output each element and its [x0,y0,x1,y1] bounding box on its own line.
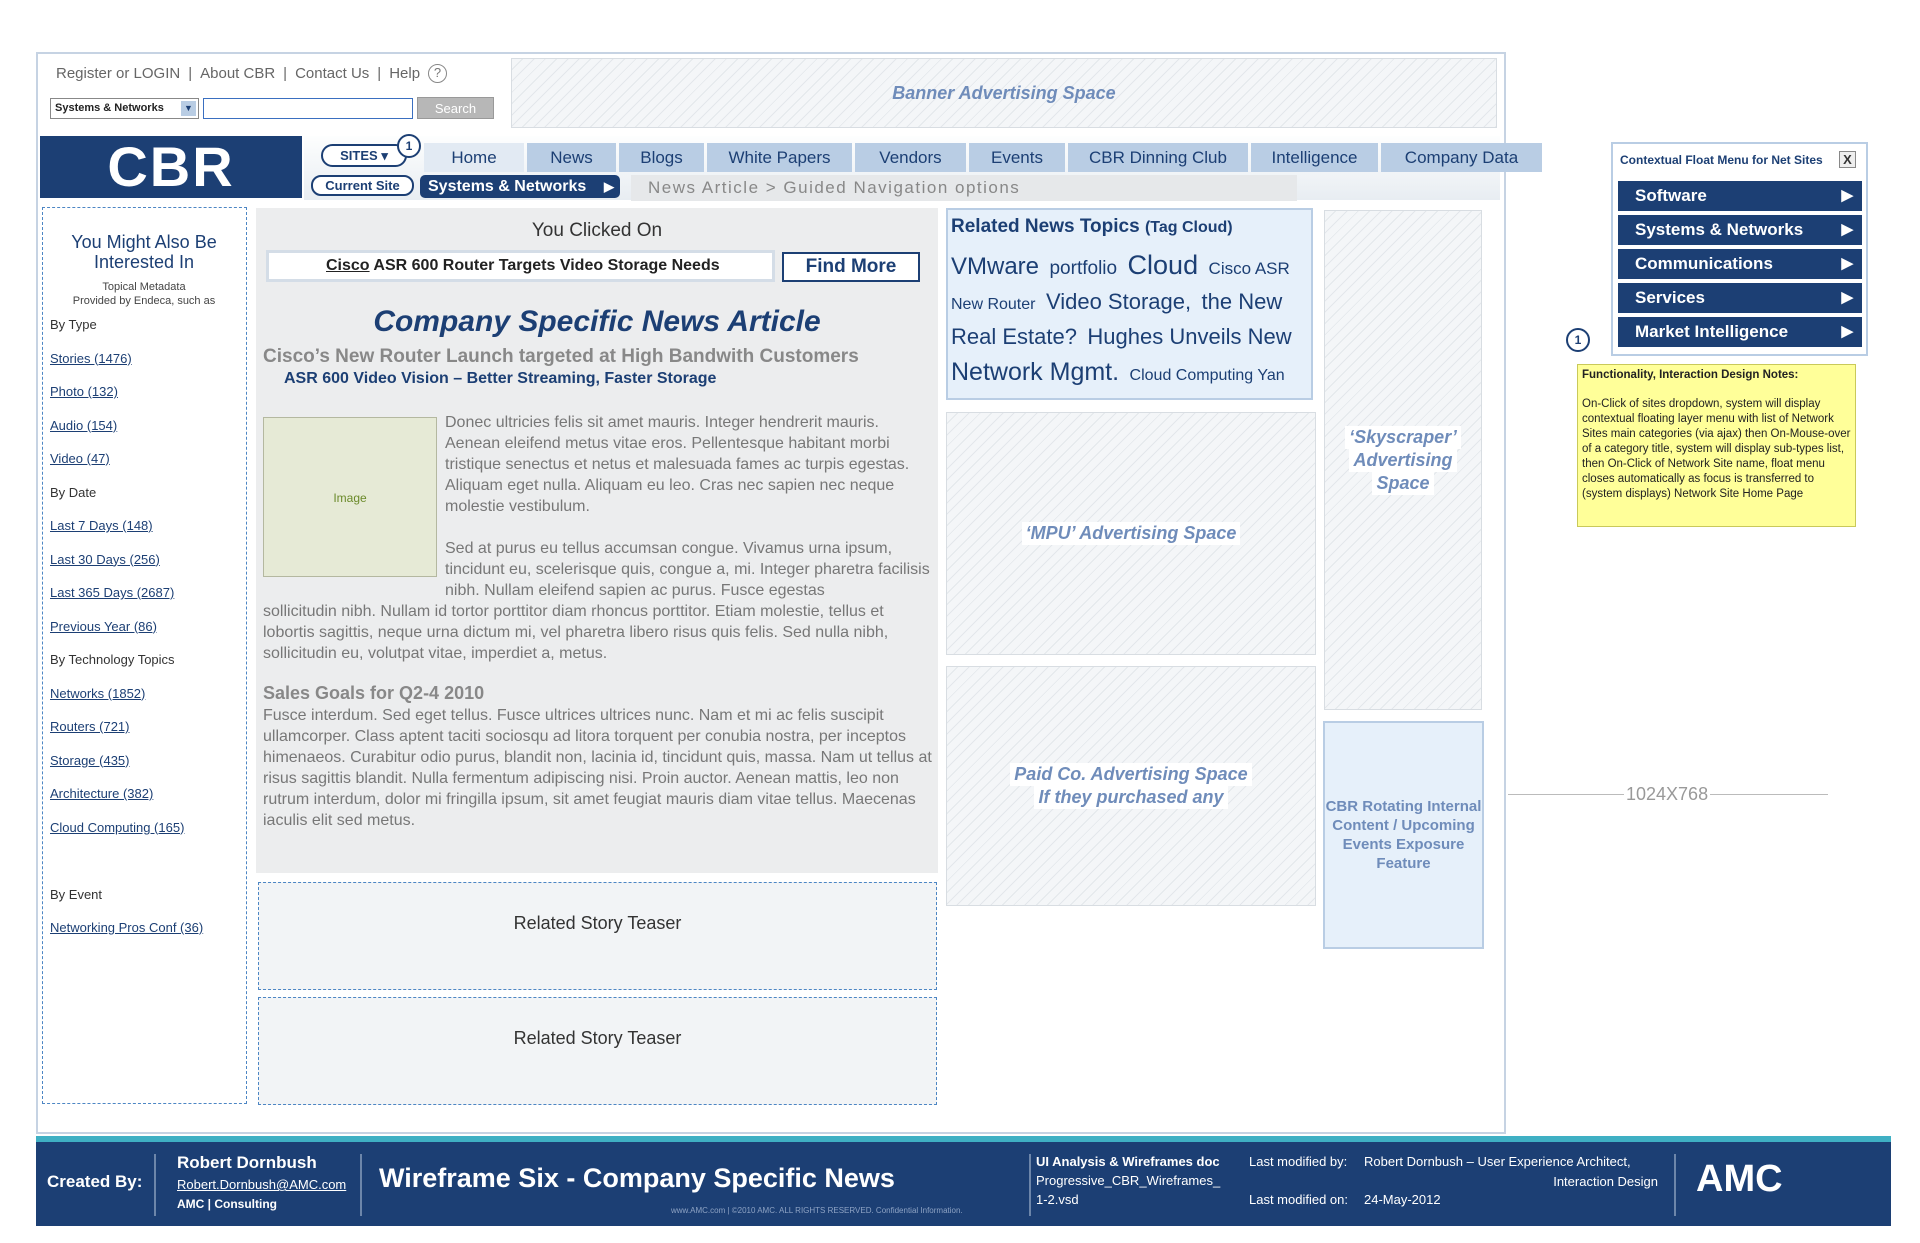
tab-company-data[interactable]: Company Data [1381,143,1542,172]
paid-ad [946,666,1316,906]
divider [1674,1154,1676,1216]
modified-by-value: Robert Dornbush – User Experience Architect, [1364,1154,1631,1169]
design-notes [1577,364,1856,527]
amc-logo: AMC [1696,1158,1783,1200]
article-heading: Company Specific News Article [373,305,821,338]
separator: | [377,65,382,82]
modified-by-label: Last modified by: [1249,1154,1348,1169]
skyscraper-label: ‘Skyscraper’ [1345,426,1461,449]
help-link[interactable]: Help [389,65,421,82]
doc-title: UI Analysis & Wireframes doc [1036,1154,1220,1169]
current-site-button[interactable]: Current Site [311,175,414,196]
arrow-right-icon: ▶ [1841,323,1853,340]
clicked-story-title: ASR 600 Router Targets Video Storage Needs [369,257,720,274]
caret-down-icon: ▾ [381,148,388,163]
float-menu-item-label: Market Intelligence [1635,322,1789,341]
tag-link[interactable]: Cisco ASR [1208,259,1290,278]
sidebar-filter-link[interactable]: Last 30 Days (256) [50,551,160,567]
modified-on-value: 24-May-2012 [1364,1192,1441,1207]
doc-file: 1-2.vsd [1036,1192,1079,1207]
tag-link[interactable]: Network Mgmt. [951,358,1120,386]
modified-on-label: Last modified on: [1249,1192,1349,1207]
paid-ad-label: If they purchased any [1034,786,1227,809]
related-story-teaser[interactable]: Related Story Teaser [258,997,937,1105]
search-input[interactable] [203,98,413,119]
author-email[interactable]: Robert.Dornbush@AMC.com [177,1177,347,1192]
tab-home[interactable]: Home [424,143,524,172]
sidebar-title: You Might Also Be Interested In [71,232,217,272]
sidebar-group-label: By Type [50,317,97,332]
tab-dinning-club[interactable]: CBR Dinning Club [1068,143,1248,172]
sidebar-filter-link[interactable]: Stories (1476) [50,350,132,366]
contact-link[interactable]: Contact Us [295,65,370,82]
section-title: Sales Goals for Q2-4 2010 [263,683,485,703]
float-menu [1611,142,1868,356]
tag-link[interactable]: New Router [951,296,1036,313]
cbr-logo[interactable]: CBR [40,136,302,198]
search-button[interactable]: Search [417,97,494,119]
article-paragraph: Fusce interdum. Sed eget tellus. Fusce ultrices ultrices nunc. Nam et mi ac felis suscipit ullamcorper. Class aptent taciti sociosqu ad litora torquent per conubia nostra, per inceptos himenaeos. Curabitur odio purus, blandit non, lacinia id, tincidunt quis, massa. Nam ut tellus at risus sagittis blandit. Nulla fermentum adipiscing nisi. Proin auctor. Aenean mattis, leo non rutrum interdum, dolor mi fringilla ipsum, sit amet feugiat mauris diam vitae tellus. Maecenas iaculis elit sed metus. [263,707,932,829]
tab-events[interactable]: Events [969,143,1065,172]
created-by-label: Created By: [47,1172,143,1191]
float-menu-item-label: Services [1635,288,1705,307]
site-select-value: Systems & Networks [55,102,164,114]
separator: | [283,65,288,82]
annotation-badge: 1 [397,134,421,158]
skyscraper-ad [1324,210,1482,710]
arrow-right-icon: ▶ [1841,187,1853,204]
related-story-teaser[interactable]: Related Story Teaser [258,882,937,990]
float-menu-title: Contextual Float Menu for Net Sites [1620,153,1823,167]
meta-line: Provided by Endeca, such as [72,295,216,307]
tag-link[interactable]: Real Estate? [951,324,1077,349]
meta-line: Topical Metadata [102,281,186,293]
current-site-label: Systems & Networks [428,178,587,195]
float-menu-item[interactable] [1618,181,1862,211]
register-login-link[interactable]: Register or LOGIN [56,65,181,82]
close-icon[interactable]: X [1839,151,1856,168]
tag-link[interactable]: portfolio [1049,258,1118,279]
sidebar-filter-link[interactable]: Video (47) [50,451,110,466]
tag-link[interactable]: Cloud Computing Yan [1129,367,1285,384]
banner-ad [511,58,1497,128]
float-menu-item[interactable] [1618,215,1862,245]
tag-cloud-title-text: Related News Topics [951,216,1140,237]
rotating-content[interactable]: CBR Rotating Internal Content / Upcoming Events Exposure Feature [1323,721,1484,949]
tag-cloud [946,208,1313,400]
float-menu-item[interactable] [1618,249,1862,279]
tab-vendors[interactable]: Vendors [855,143,966,172]
current-site-value[interactable] [420,175,620,198]
sidebar-filter-link[interactable]: Networks (1852) [50,685,146,701]
mpu-ad-label: ‘MPU’ Advertising Space [1022,522,1241,545]
fineprint: www.AMC.com | ©2010 AMC. ALL RIGHTS RESERVED. Confidential Information. [671,1206,963,1215]
related-metadata-sidebar [42,207,247,1104]
top-links [56,64,447,83]
tag-link[interactable]: Video Storage, [1045,289,1192,314]
sidebar-filter-link[interactable]: Last 7 Days (148) [50,518,153,533]
author-company: AMC | Consulting [177,1197,278,1211]
tag-link[interactable]: the New [1201,289,1283,314]
paid-ad-label: Paid Co. Advertising Space [1010,763,1251,786]
about-link[interactable]: About CBR [200,65,276,82]
sidebar-filter-link[interactable]: Last 365 Days (2687) [50,585,175,600]
author-name: Robert Dornbush [177,1153,317,1172]
skyscraper-label: Space [1372,472,1433,495]
breadcrumb: News Article > Guided Navigation options [631,175,1297,201]
doc-file: Progressive_CBR_Wireframes_ [1036,1173,1221,1188]
clicked-company-link[interactable]: Cisco [326,257,370,274]
notes-title: Functionality, Interaction Design Notes: [1582,369,1799,381]
sites-button-label: SITES [340,148,378,163]
find-more-button[interactable]: Find More [782,252,920,282]
sidebar-filter-link[interactable]: Architecture (382) [50,786,154,801]
sidebar-filter-link[interactable]: Previous Year (86) [50,618,157,634]
sidebar-meta [50,280,246,308]
main-tabs [424,143,1542,172]
divider [1029,1154,1031,1216]
tag-link[interactable]: Cloud [1127,250,1199,280]
arrow-right-icon: ▶ [1841,221,1853,238]
divider [154,1154,156,1216]
arrow-right-icon: ▶ [1841,289,1853,306]
float-menu-item-label: Systems & Networks [1635,220,1804,239]
separator: | [188,65,193,82]
divider [360,1154,362,1216]
skyscraper-label: Advertising [1349,449,1456,472]
sidebar-group-label: By Technology Topics [50,652,175,667]
float-menu-item[interactable] [1618,317,1862,347]
article-subheading: Cisco’s New Router Launch targeted at High Bandwith Customers [263,346,859,367]
annotation-badge: 1 [1566,328,1590,352]
tag-cloud-title-suffix: (Tag Cloud) [1144,219,1233,236]
tag-list [951,249,1311,392]
you-clicked-label: You Clicked On [531,220,663,241]
help-icon[interactable]: ? [428,64,447,83]
sidebar-filter-link[interactable]: Cloud Computing (165) [50,819,185,835]
sidebar-list [50,308,246,945]
sidebar-filter-link[interactable]: Networking Pros Conf (36) [50,920,204,935]
float-menu-item-label: Communications [1635,254,1773,273]
tag-cloud-title [951,216,1311,238]
tag-link[interactable]: VMware [951,253,1040,280]
sidebar-filter-link[interactable]: Routers (721) [50,719,130,734]
tag-link[interactable]: Hughes Unveils New [1087,324,1292,349]
clicked-story[interactable] [266,250,775,282]
arrow-right-icon: ▶ [1841,255,1853,272]
article-paragraph: Sed at purus eu tellus accumsan congue. Vivamus urna ipsum, tincidunt eu, scelerisque quis, congue a, mi. Integer pharetra facilisis nibh. Nullam eleifend sapien ac purus. Fusce egestas [445,540,930,599]
sidebar-group-label: By Date [50,484,97,500]
sidebar-group-label [50,844,246,878]
sidebar-filter-link[interactable]: Storage (435) [50,752,130,768]
article-subheading-2: ASR 600 Video Vision – Better Streaming, Faster Storage [284,370,717,387]
article-paragraph: sollicitudin nibh. Nullam id tortor porttitor diam rhoncus porttitor. Etiam molestie, tellus et lobortis sagittis, neque urna dictum mi, vel pharetra libero risus quis felis. Sed nulla nibh, sollicitudin eu, volutpat vitae, imperdiet a, metus. [263,603,889,662]
article-paragraph: Donec ultricies felis sit amet mauris. Integer hendrerit mauris. Aenean eleifend metus vitae eros. Pellentesque habitant morbi tristique senectus et netus et malesuada fames ac turpis egestas. Aliquam eget nulla. Aliquam eu leo. Cras nec sapien nec neque molestie vestibulum. [445,414,910,515]
tab-blogs[interactable]: Blogs [619,143,704,172]
tab-intelligence[interactable]: Intelligence [1251,143,1378,172]
modified-by-value: Interaction Design [1553,1174,1658,1189]
float-menu-item-label: Software [1635,186,1707,205]
sidebar-filter-link[interactable]: Audio (154) [50,417,118,433]
arrow-right-icon: ▶ [604,179,614,194]
sidebar-filter-link[interactable]: Photo (132) [50,384,118,399]
site-select[interactable] [50,98,199,119]
sidebar-group-label: By Event [50,886,103,902]
chevron-down-icon: ▼ [181,101,196,116]
resolution-label: 1024X768 [1626,784,1709,804]
tab-news[interactable]: News [527,143,616,172]
sites-dropdown-button[interactable] [321,144,407,167]
mpu-ad [946,412,1316,655]
article-image: Image [263,417,437,577]
footer [36,1142,1891,1226]
tab-white-papers[interactable]: White Papers [707,143,852,172]
banner-ad-label: Banner Advertising Space [892,82,1116,103]
float-menu-item[interactable] [1618,283,1862,313]
notes-body: On-Click of sites dropdown, system will display contextual floating layer menu with list of Network Sites main categories (via ajax) then On-Mouse-over of a category title, system will display sub-types list, then On-Click of Network Site name, float menu closes automatically as focus is transferred to (system displays) Network Site Home Page [1582,398,1851,500]
wireframe-title: Wireframe Six - Company Specific News [379,1163,895,1193]
